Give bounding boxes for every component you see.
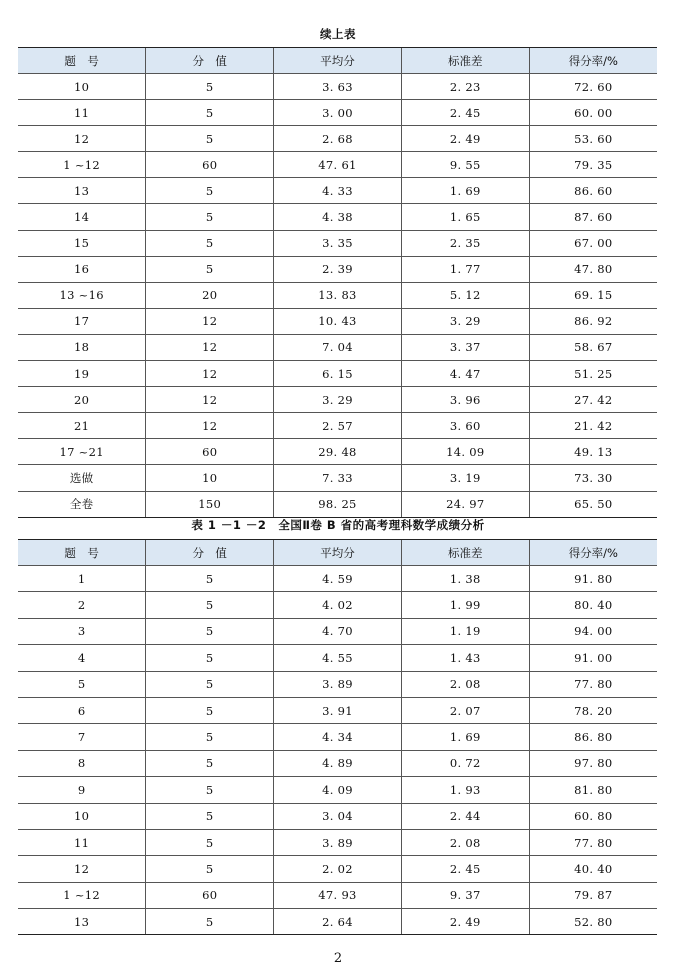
table-cell: 97. 80 [529, 750, 657, 776]
table-row [18, 724, 657, 750]
table-cell: 3. 37 [401, 334, 529, 360]
table-cell: 12 [146, 413, 274, 439]
table-cell: 5 [146, 74, 274, 100]
table-cell: 7. 33 [274, 465, 402, 491]
table-cell: 13 ~16 [18, 282, 146, 308]
table-caption: 续上表 [320, 27, 356, 41]
table-cell: 77. 80 [529, 671, 657, 697]
table-cell: 3. 60 [401, 413, 529, 439]
table-cell: 4. 70 [274, 618, 402, 644]
table-cell: 47. 93 [274, 882, 402, 908]
table-cell: 1. 77 [401, 256, 529, 282]
table-row [18, 750, 657, 776]
column-header: 分 值 [146, 540, 274, 566]
column-header: 题 号 [18, 540, 146, 566]
table-cell: 8 [18, 750, 146, 776]
table-cell: 3. 00 [274, 100, 402, 126]
table-cell: 2. 08 [401, 829, 529, 855]
table-row [18, 230, 657, 256]
table-cell: 5 [146, 178, 274, 204]
table-cell: 2. 39 [274, 256, 402, 282]
table-row [18, 152, 657, 178]
table-cell: 1 ~12 [18, 152, 146, 178]
table-cell: 10 [18, 803, 146, 829]
table-row [18, 592, 657, 618]
table-row [18, 671, 657, 697]
table-cell: 14. 09 [401, 439, 529, 465]
table-row [18, 439, 657, 465]
table-cell: 60. 80 [529, 803, 657, 829]
table-row [18, 829, 657, 855]
table-cell: 1. 19 [401, 618, 529, 644]
table-cell: 5 [146, 777, 274, 803]
table-cell: 5 [146, 592, 274, 618]
score-table-continued [18, 47, 657, 518]
table-row [18, 334, 657, 360]
table-cell: 17 ~21 [18, 439, 146, 465]
table-cell: 65. 50 [529, 491, 657, 517]
table-cell: 79. 35 [529, 152, 657, 178]
table-row [18, 178, 657, 204]
table-cell: 6. 15 [274, 361, 402, 387]
table-row [18, 618, 657, 644]
table-caption: 表 1 －1 －2 全国Ⅱ卷 B 省的高考理科数学成绩分析 [191, 518, 485, 532]
table-cell: 4. 33 [274, 178, 402, 204]
table-cell: 51. 25 [529, 361, 657, 387]
table-row [18, 803, 657, 829]
table-cell: 21 [18, 413, 146, 439]
column-header: 平均分 [274, 540, 402, 566]
column-header: 标准差 [401, 48, 529, 74]
column-header: 分 值 [146, 48, 274, 74]
table-cell: 91. 80 [529, 566, 657, 592]
table-cell: 5 [146, 671, 274, 697]
table-cell: 4. 89 [274, 750, 402, 776]
table-cell: 86. 92 [529, 308, 657, 334]
table-cell: 24. 97 [401, 491, 529, 517]
table-cell: 21. 42 [529, 413, 657, 439]
table-cell: 选做 [18, 465, 146, 491]
table-cell: 3. 29 [401, 308, 529, 334]
table-cell: 12 [146, 387, 274, 413]
score-table-b-province [18, 539, 657, 935]
table-cell: 5 [146, 204, 274, 230]
table-cell: 60. 00 [529, 100, 657, 126]
table-row [18, 100, 657, 126]
table-cell: 73. 30 [529, 465, 657, 491]
table-row [18, 645, 657, 671]
table-cell: 5 [146, 100, 274, 126]
column-header: 得分率/% [529, 48, 657, 74]
table-cell: 全卷 [18, 491, 146, 517]
table-cell: 5 [18, 671, 146, 697]
table-cell: 60 [146, 882, 274, 908]
table-cell: 72. 60 [529, 74, 657, 100]
table-cell: 77. 80 [529, 829, 657, 855]
table-cell: 0. 72 [401, 750, 529, 776]
table-cell: 7 [18, 724, 146, 750]
table-cell: 5 [146, 803, 274, 829]
table-cell: 58. 67 [529, 334, 657, 360]
table-cell: 3. 35 [274, 230, 402, 256]
table-row [18, 126, 657, 152]
table-cell: 5 [146, 126, 274, 152]
table-cell: 5 [146, 645, 274, 671]
table-cell: 2. 08 [401, 671, 529, 697]
table-cell: 20 [18, 387, 146, 413]
table-row [18, 697, 657, 723]
table-cell: 11 [18, 829, 146, 855]
table-row [18, 856, 657, 882]
table-cell: 2. 44 [401, 803, 529, 829]
table-cell: 2. 45 [401, 856, 529, 882]
table-cell: 5 [146, 724, 274, 750]
table-cell: 94. 00 [529, 618, 657, 644]
table-row [18, 566, 657, 592]
table-cell: 13 [18, 909, 146, 935]
table-row [18, 909, 657, 935]
table-row [18, 413, 657, 439]
table-body [18, 74, 657, 518]
table-row [18, 777, 657, 803]
table-cell: 12 [146, 308, 274, 334]
table-cell: 14 [18, 204, 146, 230]
table-cell: 4. 47 [401, 361, 529, 387]
table-cell: 2. 49 [401, 909, 529, 935]
table-cell: 13 [18, 178, 146, 204]
table-cell: 10 [18, 74, 146, 100]
table-cell: 3. 29 [274, 387, 402, 413]
table-cell: 80. 40 [529, 592, 657, 618]
table-cell: 4. 34 [274, 724, 402, 750]
table-cell: 1 ~12 [18, 882, 146, 908]
table-cell: 69. 15 [529, 282, 657, 308]
table-cell: 1. 99 [401, 592, 529, 618]
table-cell: 12 [18, 856, 146, 882]
table-cell: 10. 43 [274, 308, 402, 334]
table-cell: 2. 49 [401, 126, 529, 152]
table-cell: 7. 04 [274, 334, 402, 360]
table-cell: 3. 63 [274, 74, 402, 100]
table-cell: 150 [146, 491, 274, 517]
table-cell: 3. 04 [274, 803, 402, 829]
table-cell: 4 [18, 645, 146, 671]
table-cell: 3. 89 [274, 829, 402, 855]
table-cell: 60 [146, 439, 274, 465]
column-header: 得分率/% [529, 540, 657, 566]
column-header: 平均分 [274, 48, 402, 74]
column-header: 标准差 [401, 540, 529, 566]
table-cell: 2 [18, 592, 146, 618]
table-cell: 2. 23 [401, 74, 529, 100]
table-cell: 2. 35 [401, 230, 529, 256]
table-cell: 3. 96 [401, 387, 529, 413]
table-cell: 5 [146, 856, 274, 882]
table-cell: 49. 13 [529, 439, 657, 465]
table-cell: 86. 80 [529, 724, 657, 750]
table-cell: 81. 80 [529, 777, 657, 803]
table-cell: 87. 60 [529, 204, 657, 230]
table-cell: 4. 02 [274, 592, 402, 618]
table-cell: 4. 09 [274, 777, 402, 803]
table-cell: 5 [146, 230, 274, 256]
table-cell: 12 [146, 334, 274, 360]
table-body [18, 566, 657, 935]
table-cell: 10 [146, 465, 274, 491]
table-cell: 98. 25 [274, 491, 402, 517]
table-header-row [18, 540, 657, 566]
table-cell: 5 [146, 697, 274, 723]
page-number: 2 [333, 951, 343, 966]
table-row [18, 491, 657, 517]
table-cell: 29. 48 [274, 439, 402, 465]
table-row [18, 308, 657, 334]
table-cell: 13. 83 [274, 282, 402, 308]
table-cell: 52. 80 [529, 909, 657, 935]
table-cell: 47. 61 [274, 152, 402, 178]
table-cell: 2. 45 [401, 100, 529, 126]
table-cell: 9. 37 [401, 882, 529, 908]
table-cell: 60 [146, 152, 274, 178]
table-header-row [18, 48, 657, 74]
table-cell: 3. 91 [274, 697, 402, 723]
table-cell: 5. 12 [401, 282, 529, 308]
table-row [18, 465, 657, 491]
table-row [18, 361, 657, 387]
table-cell: 2. 68 [274, 126, 402, 152]
table-cell: 11 [18, 100, 146, 126]
table-cell: 16 [18, 256, 146, 282]
table-cell: 3. 89 [274, 671, 402, 697]
table-cell: 79. 87 [529, 882, 657, 908]
table-cell: 12 [18, 126, 146, 152]
table-cell: 40. 40 [529, 856, 657, 882]
table-cell: 5 [146, 829, 274, 855]
column-header: 题 号 [18, 48, 146, 74]
table-cell: 2. 02 [274, 856, 402, 882]
table-cell: 9 [18, 777, 146, 803]
table-cell: 1. 69 [401, 724, 529, 750]
table-cell: 2. 64 [274, 909, 402, 935]
table-cell: 3. 19 [401, 465, 529, 491]
table-cell: 4. 55 [274, 645, 402, 671]
table-cell: 3 [18, 618, 146, 644]
table-row [18, 282, 657, 308]
table-cell: 5 [146, 256, 274, 282]
table-cell: 2. 07 [401, 697, 529, 723]
table-cell: 1. 65 [401, 204, 529, 230]
table-cell: 5 [146, 566, 274, 592]
table-row [18, 204, 657, 230]
table-cell: 15 [18, 230, 146, 256]
table-cell: 27. 42 [529, 387, 657, 413]
table-cell: 1. 38 [401, 566, 529, 592]
table-row [18, 74, 657, 100]
table-cell: 1. 43 [401, 645, 529, 671]
table-cell: 47. 80 [529, 256, 657, 282]
table-cell: 4. 59 [274, 566, 402, 592]
table-cell: 20 [146, 282, 274, 308]
table-cell: 9. 55 [401, 152, 529, 178]
table-row [18, 256, 657, 282]
table-cell: 2. 57 [274, 413, 402, 439]
table-cell: 5 [146, 909, 274, 935]
table-cell: 5 [146, 618, 274, 644]
table-cell: 6 [18, 697, 146, 723]
table-cell: 78. 20 [529, 697, 657, 723]
table-cell: 19 [18, 361, 146, 387]
table-row [18, 387, 657, 413]
table-cell: 18 [18, 334, 146, 360]
table-cell: 5 [146, 750, 274, 776]
table-cell: 67. 00 [529, 230, 657, 256]
table-cell: 91. 00 [529, 645, 657, 671]
table-cell: 86. 60 [529, 178, 657, 204]
table-cell: 1 [18, 566, 146, 592]
table-row [18, 882, 657, 908]
table-cell: 1. 69 [401, 178, 529, 204]
table-cell: 4. 38 [274, 204, 402, 230]
table-cell: 17 [18, 308, 146, 334]
table-cell: 12 [146, 361, 274, 387]
table-cell: 53. 60 [529, 126, 657, 152]
table-cell: 1. 93 [401, 777, 529, 803]
